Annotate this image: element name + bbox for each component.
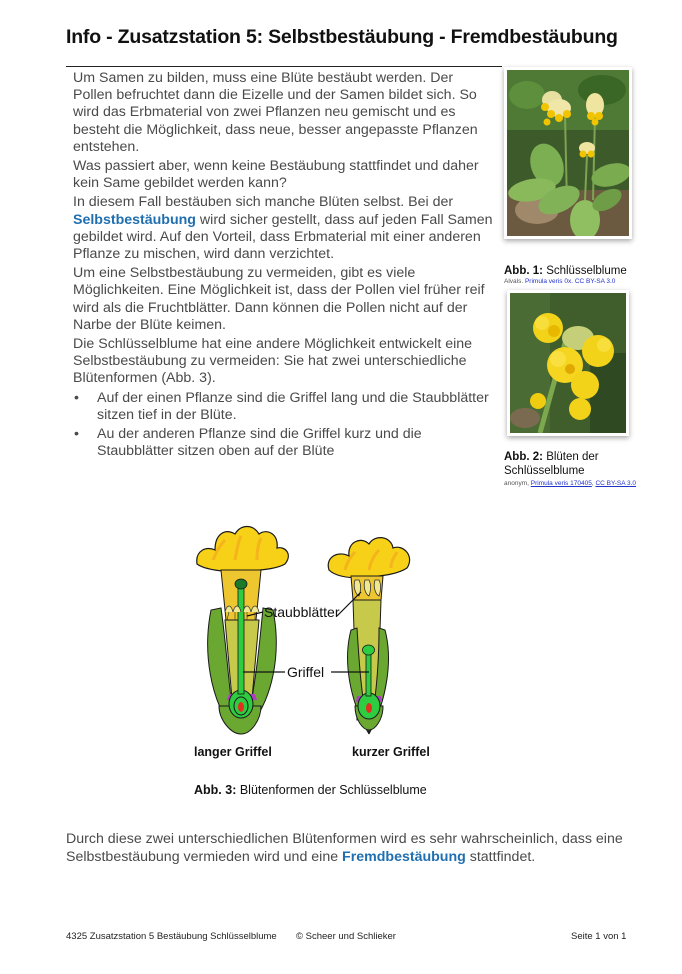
figure-3-title: Blütenformen der Schlüsselblume: [239, 783, 427, 797]
bullet-text: Au der anderen Pflanze sind die Griffel kurz und die Staubblätter sitzen oben auf der Blüte: [97, 426, 422, 460]
label-short-style: kurzer Griffel: [352, 745, 430, 759]
bullet-item: [73, 390, 493, 424]
term-selbstbestaeubung: Selbstbestäubung: [73, 211, 196, 228]
bullet-item: [73, 426, 493, 460]
figure-1-license-link[interactable]: Primula veris 0x. CC BY-SA 3.0: [524, 278, 616, 285]
title-divider: [66, 66, 502, 67]
term-fremdbestaeubung: Fremdbestäubung: [342, 849, 466, 865]
figure-2-credit: [504, 480, 636, 487]
footer-page-number: Seite 1 von 1: [571, 931, 627, 942]
cowslip-plant-photo: [504, 67, 632, 239]
closing-start: Durch diese zwei unterschiedlichen Blütenformen wird es sehr wahrscheinlich, dass eine Selbstbestäubung vermieden wird und eine: [66, 831, 623, 865]
figure-1-title: Schlüsselblume: [546, 265, 627, 277]
long-style-flower: [197, 527, 289, 735]
paragraph-3: [73, 194, 493, 263]
short-style-flower: [328, 538, 409, 734]
page-title: Info - Zusatzstation 5: Selbstbestäubung - Fremdbestäubung: [66, 26, 618, 48]
paragraph-3-end: wird sicher gestellt, dass auf jeden Fall Samen gebildet wird. Auf den Vorteil, dass Erbmaterial mit einer anderen Pflanze zu mischen, wird dann verzichtet.: [73, 211, 493, 263]
label-staubblaetter: Staubblätter: [264, 604, 340, 620]
label-long-style: langer Griffel: [194, 745, 272, 759]
figure-2-credit-separator: ,: [591, 480, 594, 487]
flower-forms-illustration: [185, 520, 455, 742]
figure-1-credit: [504, 278, 615, 285]
paragraph-3-start: In diesem Fall bestäuben sich manche Blüten selbst. Bei der: [73, 194, 454, 211]
flower-forms-diagram: [185, 520, 455, 742]
figure-2-caption: [504, 450, 654, 478]
main-text: [73, 70, 493, 462]
figure-1-label: Abb. 1:: [504, 265, 543, 277]
bullet-icon: •: [74, 426, 79, 443]
figure-3-label: Abb. 3:: [194, 783, 237, 797]
figure-2-title: Blüten der Schlüsselblume: [504, 451, 599, 477]
bullet-icon: •: [74, 389, 79, 406]
paragraph-1: Um Samen zu bilden, muss eine Blüte bestäubt werden. Der Pollen befruchtet dann die Eizelle und der Samen bildet sich. So wird das Erbmaterial von zwei Pflanzen neu gemischt und es besteht die Möglichkeit, dass neue, besser angepasste Pflanzen entstehen.: [73, 70, 478, 155]
figure-1-caption: [504, 264, 654, 278]
paragraph-4: Um eine Selbstbestäubung zu vermeiden, gibt es viele Möglichkeiten. Eine Möglichkeit ist, dass der Pollen viel früher reif wird als die Fruchtblätter. Dann können die Pollen nicht auf der Narbe der Blüte keimen.: [73, 265, 485, 333]
figure-2-author: anonym,: [504, 480, 529, 487]
figure-2-source-link[interactable]: Primula veris 170405: [530, 480, 592, 487]
figure-1-author: Alvals.: [504, 278, 524, 285]
footer-copyright: © Scheer und Schlieker: [296, 931, 396, 942]
cowslip-flowers-image: [510, 293, 626, 433]
bullet-text: Auf der einen Pflanze sind die Griffel lang und die Staubblätter sitzen tief in der Blüte.: [97, 389, 489, 423]
cowslip-flowers-photo: [507, 290, 629, 436]
bullet-list: [73, 390, 493, 461]
paragraph-5: Die Schlüsselblume hat eine andere Möglichkeit entwickelt eine Selbstbestäubung zu vermeiden: Sie hat zwei unterschiedliche Blütenformen (Abb. 3).: [73, 336, 473, 387]
cowslip-plant-image: [507, 70, 629, 236]
closing-end: stattfindet.: [465, 849, 536, 865]
figure-2-label: Abb. 2:: [504, 451, 543, 463]
figure-2-license-link[interactable]: CC BY-SA 3.0: [595, 480, 637, 487]
closing-paragraph: [66, 830, 646, 866]
figure-3-caption: [194, 783, 427, 797]
label-griffel: Griffel: [287, 664, 325, 680]
paragraph-2: Was passiert aber, wenn keine Bestäubung stattfindet und daher kein Same gebildet werden kann?: [73, 158, 479, 192]
footer-document-name: 4325 Zusatzstation 5 Bestäubung Schlüsselblume: [66, 931, 277, 942]
